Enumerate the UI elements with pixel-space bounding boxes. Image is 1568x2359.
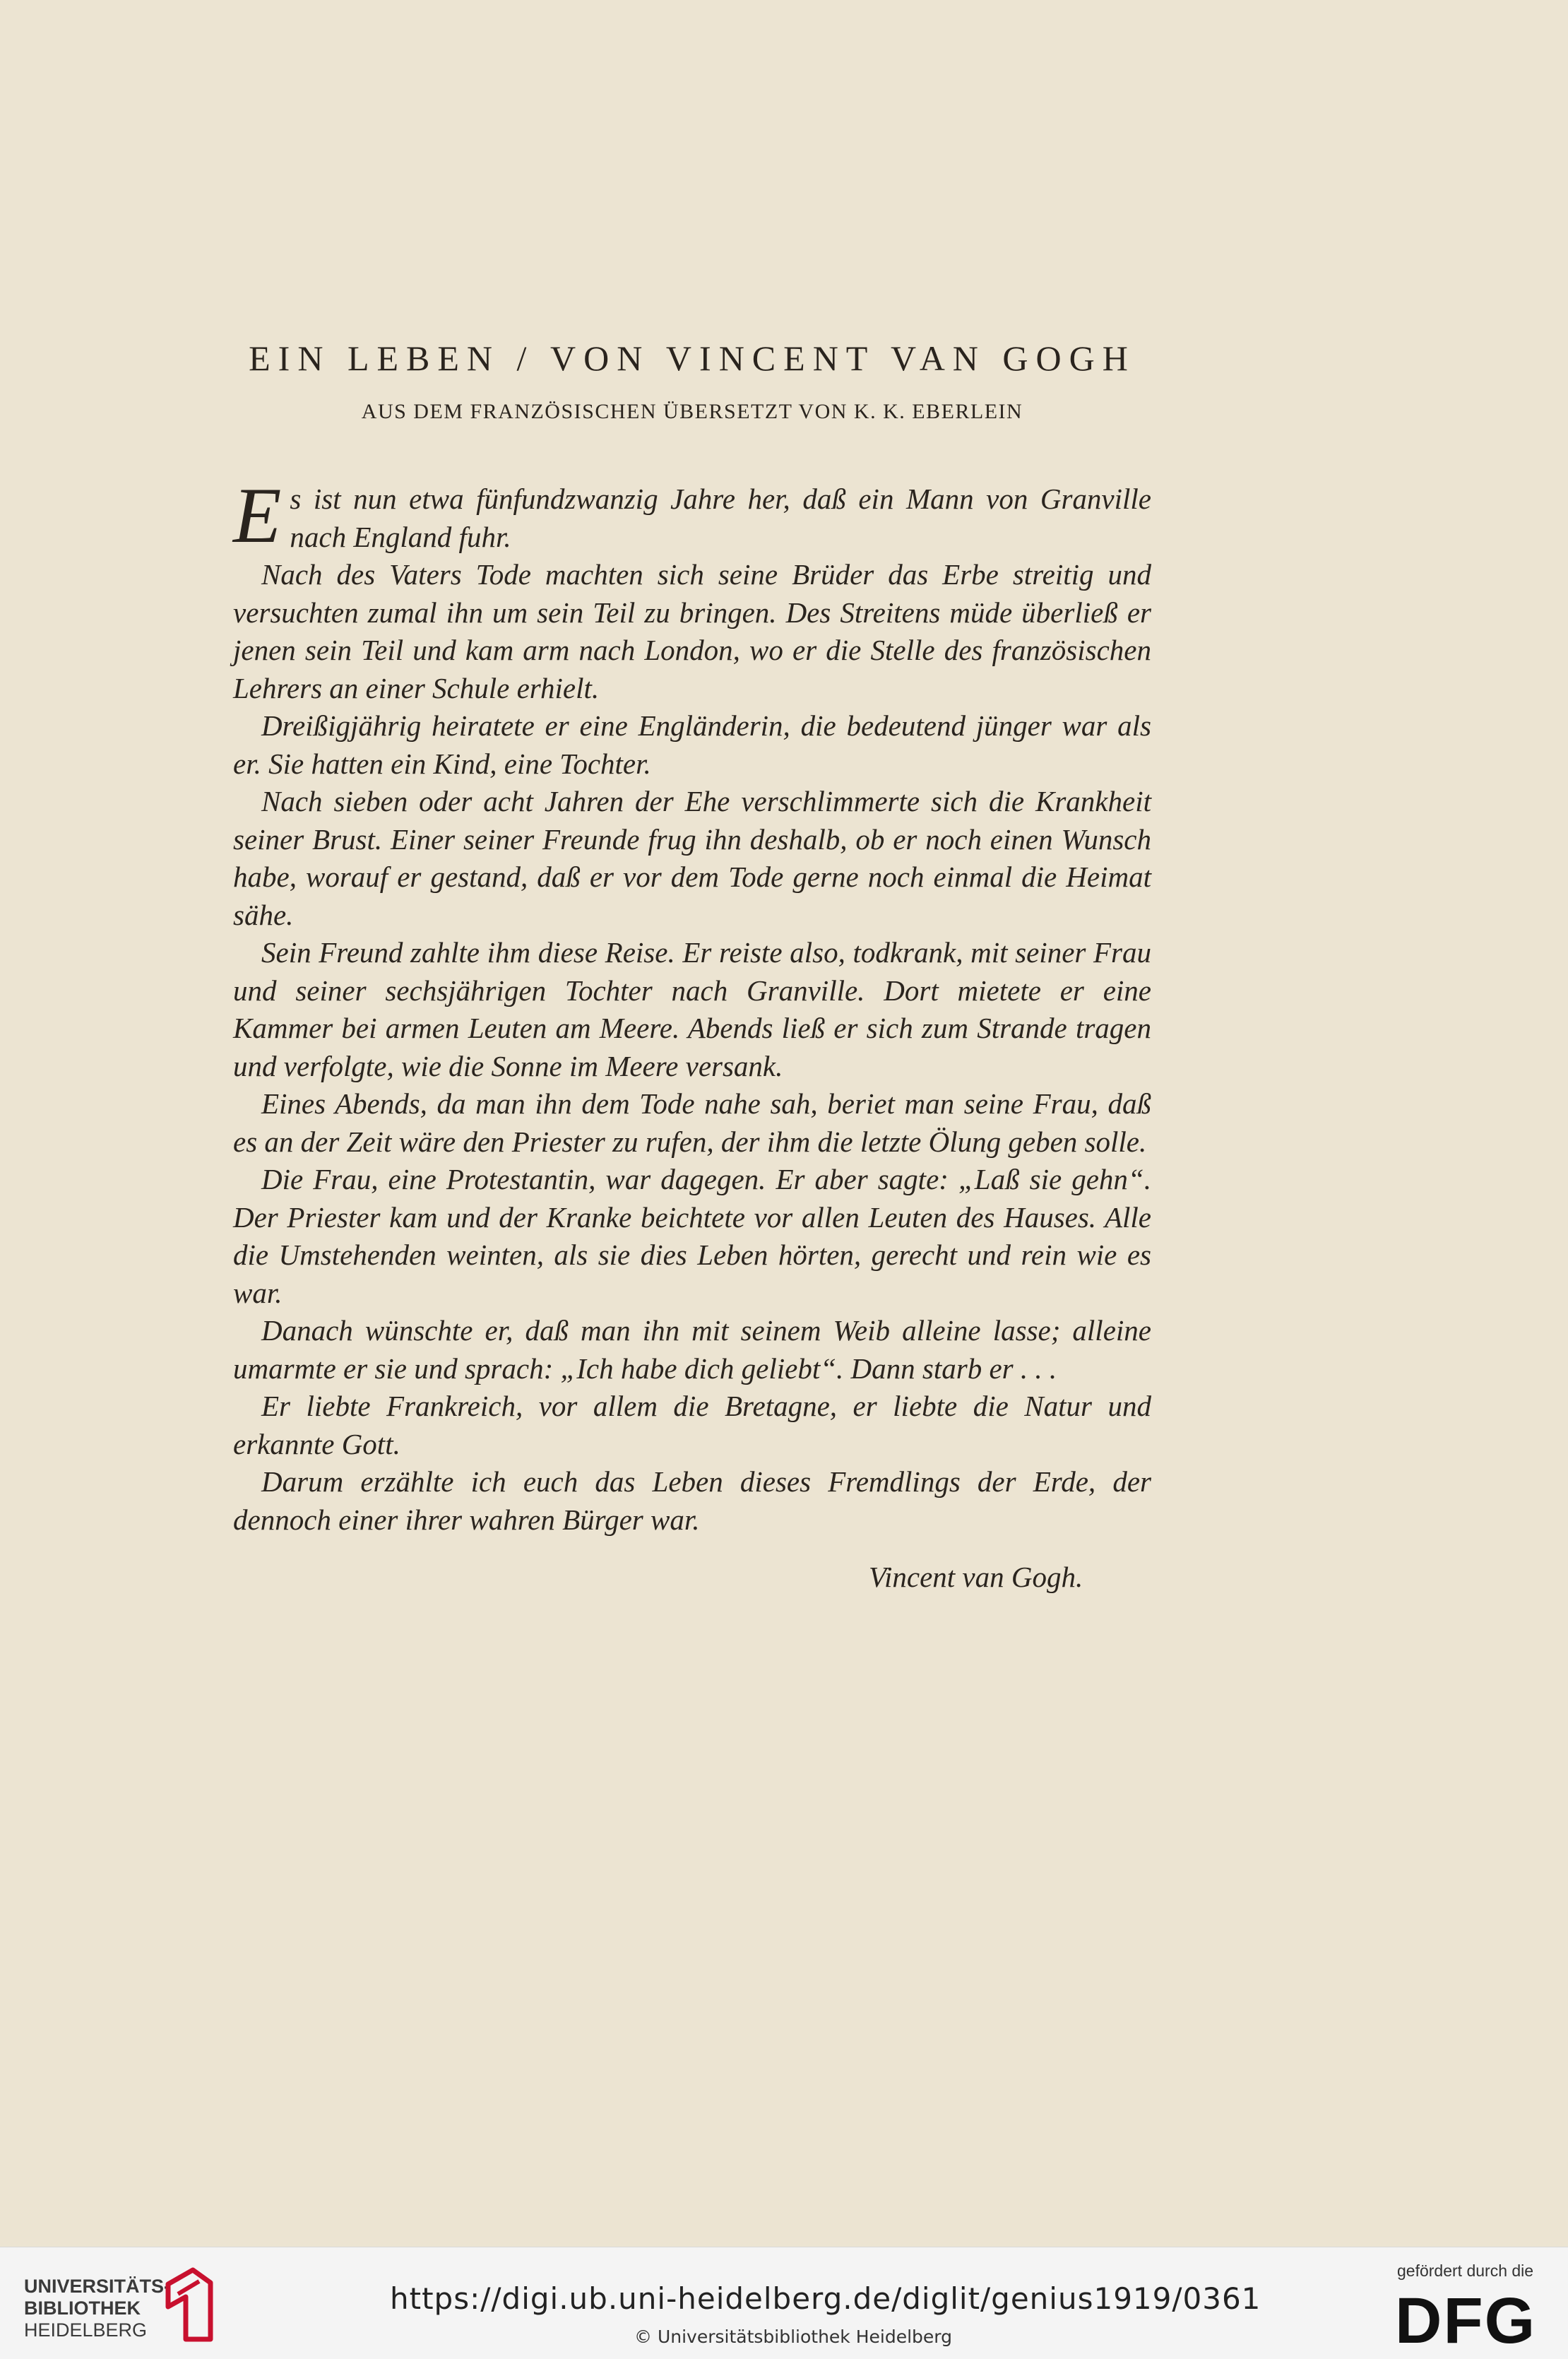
- paragraph: Es ist nun etwa fünfundzwanzig Jahre her, daß ein Mann von Granville nach England fuhr.: [233, 472, 1151, 560]
- paragraph: Dreißigjährig heiratete er eine Engländerin, die bedeutend jünger war als er. Sie hatten ein Kind, eine Tochter.: [233, 709, 1151, 780]
- paragraph: Er liebte Frankreich, vor allem die Bretagne, er liebte die Natur und erkannte Gott.: [233, 1390, 1151, 1460]
- paragraph: Danach wünschte er, daß man ihn mit seinem Weib alleine lasse; alleine umarmte er sie und sprach: „Ich habe dich geliebt“. Dann starb er . . .: [233, 1314, 1151, 1385]
- copyright-notice: © Universitätsbibliothek Heidelberg: [634, 2327, 953, 2347]
- library-mark-icon: [161, 2263, 218, 2346]
- digitization-footer: [0, 2247, 1568, 2359]
- document-title: EIN LEBEN / VON VINCENT VAN GOGH: [249, 338, 1136, 378]
- paragraph: Sein Freund zahlte ihm diese Reise. Er reiste also, todkrank, mit seiner Frau und seiner sechsjährigen Tochter nach Granville. Dort mietete er eine Kammer bei armen Leuten am Meere. Abends ließ er sich zum Strande tragen und verfolgte, wie die Sonne im Meere versank.: [233, 936, 1151, 1082]
- document-subtitle: AUS DEM FRANZÖSISCHEN ÜBERSETZT VON K. K. EBERLEIN: [361, 400, 1023, 423]
- permalink-url[interactable]: https://digi.ub.uni-heidelberg.de/diglit/genius1919/0361: [390, 2281, 1261, 2316]
- paragraph: Die Frau, eine Protestantin, war dagegen. Er aber sagte: „Laß sie gehn“. Der Priester kam und der Kranke beichtete vor allen Leuten des Hauses. Alle die Umstehenden weinten, als sie dies Leben hörten, gerecht und rein wie es war.: [233, 1163, 1151, 1309]
- document-body: [233, 472, 1151, 1539]
- library-logo[interactable]: [24, 2276, 170, 2341]
- signature: Vincent van Gogh.: [869, 1561, 1083, 1593]
- dfg-logo[interactable]: DFG: [1395, 2285, 1537, 2357]
- library-name-line3: HEIDELBERG: [24, 2319, 148, 2341]
- library-name-line1: UNIVERSITÄTS-: [24, 2276, 171, 2297]
- paragraph: Darum erzählte ich euch das Leben dieses Fremdlings der Erde, der dennoch einer ihrer wahren Bürger war.: [233, 1465, 1151, 1536]
- paragraph: Eines Abends, da man ihn dem Tode nahe sah, beriet man seine Frau, daß es an der Zeit wäre den Priester zu rufen, der ihm die letzte Ölung geben solle.: [233, 1087, 1151, 1158]
- paragraph: Nach sieben oder acht Jahren der Ehe verschlimmerte sich die Krankheit seiner Brust. Einer seiner Freunde frug ihn deshalb, ob er noch einen Wunsch habe, worauf er gestand, daß er vor dem Tode gerne noch einmal die Heimat sähe.: [233, 785, 1151, 931]
- drop-cap: E: [233, 472, 282, 560]
- library-name-line2: BIBLIOTHEK: [24, 2298, 141, 2319]
- funding-label: gefördert durch die: [1397, 2262, 1534, 2280]
- paragraph: Nach des Vaters Tode machten sich seine Brüder das Erbe streitig und versuchten zumal ihn um sein Teil zu bringen. Des Streitens müde überließ er jenen sein Teil und kam arm nach London, wo er die Stelle des französischen Lehrers an einer Schule erhielt.: [233, 558, 1151, 704]
